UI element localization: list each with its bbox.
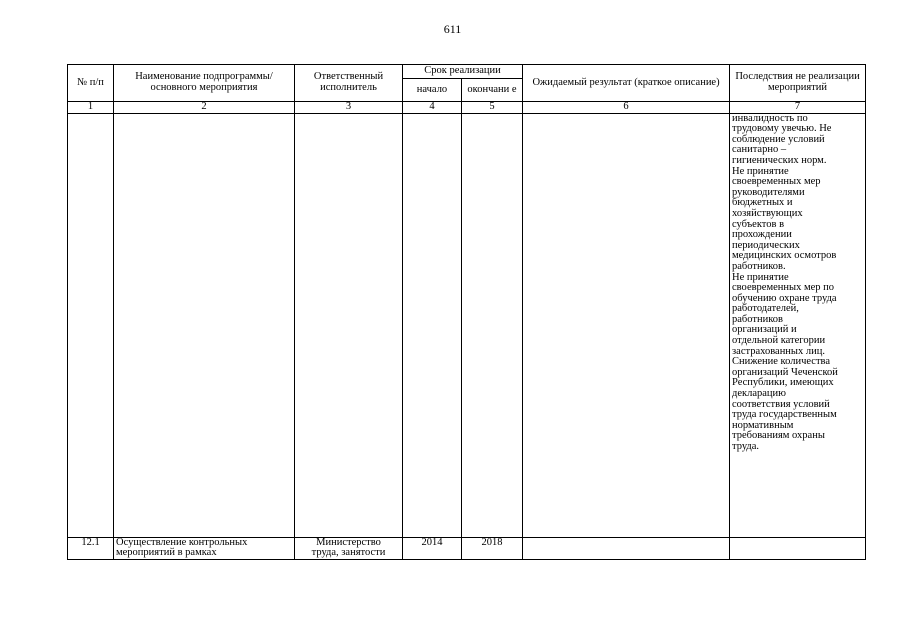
consequence-line: соблюдение условий (732, 133, 825, 145)
column-number: 7 (730, 102, 866, 114)
row-consequences (730, 537, 866, 559)
header-executor: Ответственный исполнитель (295, 65, 403, 102)
continued-row (68, 113, 866, 537)
column-number: 3 (295, 102, 403, 114)
row-name-line: мероприятий в рамках (116, 547, 217, 559)
consequence-line: гигиенических норм. (732, 154, 827, 166)
consequence-line: застрахованных лиц. (732, 345, 825, 357)
row-result (523, 537, 730, 559)
consequence-line: своевременных мер по (732, 282, 834, 294)
column-number: 4 (403, 102, 462, 114)
header-consequences: Последствия не реализации мероприятий (730, 65, 866, 102)
consequence-line: организаций Чеченской (732, 366, 838, 378)
row-start: 2014 (403, 537, 462, 559)
page-number: 611 (443, 22, 462, 36)
consequence-line: медицинских осмотров (732, 250, 837, 262)
consequence-line: работодателей, (732, 303, 799, 315)
consequence-line: работников. (732, 260, 786, 272)
consequence-line: требованиям охраны (732, 430, 825, 442)
consequence-line: нормативным (732, 419, 794, 431)
consequence-line: хозяйствующих (732, 207, 803, 219)
consequence-line: бюджетных и (732, 197, 793, 209)
continued-cell-number (68, 113, 114, 537)
header-start: начало (403, 79, 462, 102)
header-period: Срок реализации (403, 65, 523, 79)
row-executor (295, 537, 403, 559)
program-table (67, 64, 866, 560)
continued-cell-end (462, 113, 523, 537)
row-name-line: Осуществление контрольных (116, 537, 248, 548)
consequence-line: санитарно – (732, 144, 787, 156)
header-result: Ожидаемый результат (краткое описание) (523, 65, 730, 102)
consequence-line: декларацию (732, 388, 787, 400)
consequence-line: Не принятие (732, 165, 789, 177)
consequence-line: прохождении (732, 229, 792, 241)
continued-cell-start (403, 113, 462, 537)
continued-cell-result (523, 113, 730, 537)
consequence-line: руководителями (732, 186, 805, 198)
row-number: 12.1 (68, 537, 114, 559)
header-row-1 (68, 65, 866, 79)
table-row (68, 537, 866, 559)
consequence-line: трудовому увечью. Не (732, 123, 832, 135)
row-end: 2018 (462, 537, 523, 559)
column-number: 5 (462, 102, 523, 114)
consequence-line: Снижение количества (732, 356, 831, 368)
consequence-line: организаций и (732, 324, 797, 336)
header-number: № п/п (68, 65, 114, 102)
consequence-line: Республики, имеющих (732, 377, 834, 389)
consequence-line: Не принятие (732, 271, 789, 283)
continued-cell-executor (295, 113, 403, 537)
header-name: Наименование подпрограммы/ основного мероприятия (114, 65, 295, 102)
row-executor-line: Министерство (316, 537, 381, 548)
column-number: 1 (68, 102, 114, 114)
row-name (114, 537, 295, 559)
consequence-line: отдельной категории (732, 335, 826, 347)
consequence-line: инвалидность по (732, 113, 808, 124)
header-end: окончани е (462, 79, 523, 102)
row-executor-line: труда, занятости (311, 547, 386, 559)
consequence-line: труда государственным (732, 409, 837, 421)
consequence-line: работников (732, 313, 783, 325)
consequence-line: труда. (732, 441, 760, 452)
continued-cell-name (114, 113, 295, 537)
consequence-line: соответствия условий (732, 398, 830, 410)
consequence-line: обучению охране труда (732, 292, 837, 304)
consequence-line: субъектов в (732, 218, 785, 230)
consequences-text (730, 113, 866, 537)
column-number: 2 (114, 102, 295, 114)
consequence-line: своевременных мер (732, 176, 821, 188)
column-number: 6 (523, 102, 730, 114)
consequence-line: периодических (732, 239, 800, 251)
column-number-row (68, 102, 866, 114)
